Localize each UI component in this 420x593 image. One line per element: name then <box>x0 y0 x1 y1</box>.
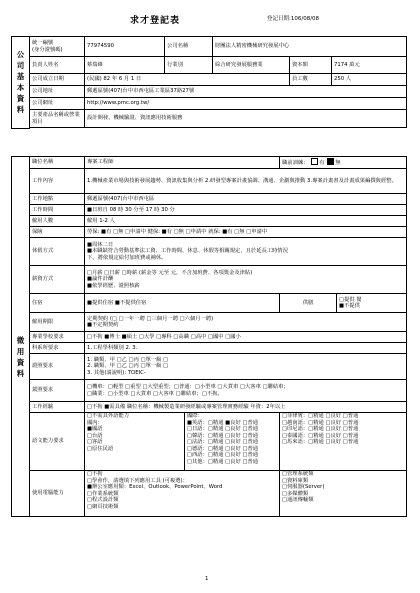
industry-label: 行業別 <box>165 57 213 74</box>
language-option: □不需具外語能力 <box>87 413 130 419</box>
experience-value: □不拘 ■需具備 職位名稱：機械製造業研發經驗或專案管理實務經驗 年資：2年以上 <box>85 402 407 413</box>
headcount-label: 僱用人數 <box>30 216 85 227</box>
language-option: □德語：□精通 □良好 □普通 <box>187 445 259 452</box>
pay-value <box>85 266 407 294</box>
computer-option: □學會作，請選填下列應用工具 (可複選)： <box>87 477 188 484</box>
language-southeast-asian <box>280 413 407 471</box>
language-option: □印尼語：□精通 □良好 □普通 <box>282 426 359 432</box>
language-option: □日語：□精通 □良好 □普通 <box>187 426 259 432</box>
pay-label: 薪資方式 <box>30 266 85 294</box>
owner-label: 負責人姓名 <box>30 57 85 74</box>
meals-option: ■不提供 <box>339 303 360 309</box>
computer-option: □作業系統類 <box>87 490 119 497</box>
computer-option: □程式設計類 <box>87 497 119 503</box>
meals-option: □提供 餐 <box>339 296 362 303</box>
pay-line: ■依學經歷、證照核薪 <box>87 282 140 289</box>
job-title-label: 職位名稱 <box>30 157 85 169</box>
location-label: 工作地點 <box>30 194 85 205</box>
capital-label: 資本額 <box>290 57 332 74</box>
employees-value: 250 人 <box>332 74 407 86</box>
language-option: □原住民語 <box>87 445 114 452</box>
language-option: 國內： <box>87 419 103 426</box>
license-label: 證照要求 <box>30 354 85 380</box>
content-value: 1.機械產業市場與技術發展趨勢、資訊收集與分析 2.研發型專案計畫協調、溝通、企劃與推動 3.專案計畫書及計畫成果編撰與經整。 <box>85 169 407 194</box>
driving-line: □機車：□輕型 □重型 □大型重型；□普通：□小型車 □大貨車 □大客車 □聯結車； <box>87 384 289 390</box>
computer-tools <box>85 471 280 517</box>
computer-option: □伺服器(Server) <box>282 484 325 490</box>
computer-option: □資料庫類 <box>282 477 309 484</box>
headcount-value: 僱用 1-2 人 <box>85 216 407 227</box>
license-value <box>85 354 407 380</box>
education-value: □不拘 ■博士 ■碩士 □大學 □專科 □高職 □高中 □國中 □國小 <box>85 332 407 343</box>
registration-date: 登記日期:106/08/08 <box>267 16 320 22</box>
period-label: 僱用期限 <box>30 313 85 332</box>
pay-line: ■論件計酬 <box>87 276 114 283</box>
language-option: □韓語：□精通 □良好 □普通 <box>187 432 259 439</box>
page-number: 1 <box>205 576 209 582</box>
driving-line: □職業：□小型車 □大貨車 □大客車 □聯結車；□不拘。 <box>87 390 223 397</box>
founded-value: (民國) 82 年 6 月 1 日 <box>85 74 290 86</box>
job-title-value: 專案工程師 <box>85 157 280 169</box>
location-value: 郵遞區號(407)台中市西屯區 <box>85 194 407 205</box>
computer-label: 使用電腦能力 <box>30 471 85 517</box>
work-time-value: ■日班自 08 時 30 分至 17 時 30 分 <box>85 205 407 216</box>
language-option: ■國語 <box>87 426 103 432</box>
rest-line: ■周休二日 <box>87 241 114 248</box>
language-international <box>185 413 280 471</box>
job-table <box>11 156 407 517</box>
computer-option: □管理系統類 <box>282 471 314 477</box>
driving-value <box>85 380 407 402</box>
language-option: □馬來語：□精通 □良好 □普通 <box>282 439 359 445</box>
computer-option: □多媒體類 <box>282 490 309 497</box>
language-option: □西語：□精通 □良好 □普通 <box>187 452 259 458</box>
license-line: 3. 其他(請說明): TOEIC- <box>87 369 146 376</box>
content-label: 工作內容 <box>30 169 85 194</box>
experience-label: 工作經驗 <box>30 402 85 413</box>
training-no-checkbox[interactable] <box>327 158 334 165</box>
computer-option: □不拘 <box>87 471 103 477</box>
industry-value: 綜合研究發展服務業 <box>213 57 290 74</box>
products-value: 設計開發、機械驗證、資訊應用技術服務 <box>85 110 407 128</box>
form-title: 求才登記表 <box>130 16 181 26</box>
language-option: □泰國語：□精通 □良好 □普通 <box>282 432 359 439</box>
language-option: □其他：□精通 □良好 □普通 <box>187 458 259 465</box>
id-value: 77974590 <box>85 37 165 57</box>
address-value: 郵遞區號(407)台中市西屯區工業區37路27號 <box>85 86 407 98</box>
language-option: □法語：□精通 □良好 □普通 <box>187 439 259 445</box>
period-line: 定期契約 (□ □一年一聘 □三個月一聘 □六個月一聘) <box>87 315 214 322</box>
computer-option: ■辦公室應用類：Excel、Outlook、PowerPoint、Word <box>87 484 223 490</box>
language-option: □客語 <box>87 439 103 445</box>
driving-label: 駕照要求 <box>30 380 85 402</box>
language-option: □台語 <box>87 432 103 439</box>
language-option: 國際： <box>187 413 203 419</box>
period-line: ■不定期契約 <box>87 322 119 328</box>
housing-label: 住宿 <box>30 294 85 313</box>
insurance-label: 保險 <box>30 227 85 238</box>
founded-label: 公司成立日期 <box>30 74 85 86</box>
capital-value: 7174 萬元 <box>332 57 407 74</box>
rest-label: 休假方式 <box>30 238 85 266</box>
language-option: □菲律賓：□精通 □良好 □普通 <box>282 413 359 419</box>
license-line: 1. 職類、甲 □乙 □丙 □單一級 □ <box>87 356 169 363</box>
housing-value: ■提供住宿 ■不提供住宿 <box>85 294 280 313</box>
meals-label: 供膳 <box>280 294 337 313</box>
department-value: 1.工程學科類別 2. 3. <box>85 343 407 354</box>
website-value: http://www.pmc.org.tw/ <box>85 98 407 110</box>
website-label: 公司網址 <box>30 98 85 110</box>
education-label: 專業學校要求 <box>30 332 85 343</box>
work-time-label: 工作時間 <box>30 205 85 216</box>
company-name-label: 公司名稱 <box>165 37 213 57</box>
insurance-value: 勞保: ■有 □無 □申請中 健保: ■有 □無 □申請中 就保: ■有 □無 □申請中 <box>85 227 407 238</box>
training-yes-checkbox[interactable] <box>311 158 318 165</box>
language-label: 語文能力要求 <box>30 413 85 471</box>
id-label: 統一編號 (身分證號碼) <box>30 37 85 57</box>
job-section-label: 徵用資料 <box>12 157 30 517</box>
period-value <box>85 313 407 332</box>
language-option: ■英語：□精通 ■良好 □普通 <box>187 419 259 426</box>
company-name-value: 財團法人精密機械研究發展中心 <box>213 37 407 57</box>
training-field: 職前訓練： 有 無 <box>280 157 407 169</box>
rest-line: 下，將依規定給付加班費或補休。 <box>87 254 167 261</box>
computer-option: □通訊傳輸類 <box>282 497 314 503</box>
computer-option: □網頁技術類 <box>87 503 119 510</box>
company-section-label: 公司基本資料 <box>12 37 30 129</box>
owner-value: 蔡瑞維 <box>85 57 165 74</box>
rest-value <box>85 238 407 266</box>
products-label: 主要產品名稱或營業項目 <box>30 110 85 128</box>
meals-value <box>337 294 407 313</box>
company-table <box>11 36 407 129</box>
training-label: 職前訓練： <box>282 160 309 167</box>
pay-line: □月薪 □日薪 □時薪 (薪金等 元至 元，不含加班費、各項獎金及津貼) <box>87 269 253 276</box>
address-label: 公司地址 <box>30 86 85 98</box>
computer-tools-extra <box>280 471 407 517</box>
rest-line: ■本職缺符合勞動基準法工資、工作時間、休息、休假等相關規定，且於延長工時情況 <box>87 248 288 255</box>
license-line: 2. 職類、甲 □乙 □丙 □單一級 □ <box>87 363 169 370</box>
department-label: 科系所要求 <box>30 343 85 354</box>
language-option: □越南語：□精通 □良好 □普通 <box>282 419 359 426</box>
language-domestic <box>85 413 185 471</box>
employees-label: 員工數 <box>290 74 332 86</box>
